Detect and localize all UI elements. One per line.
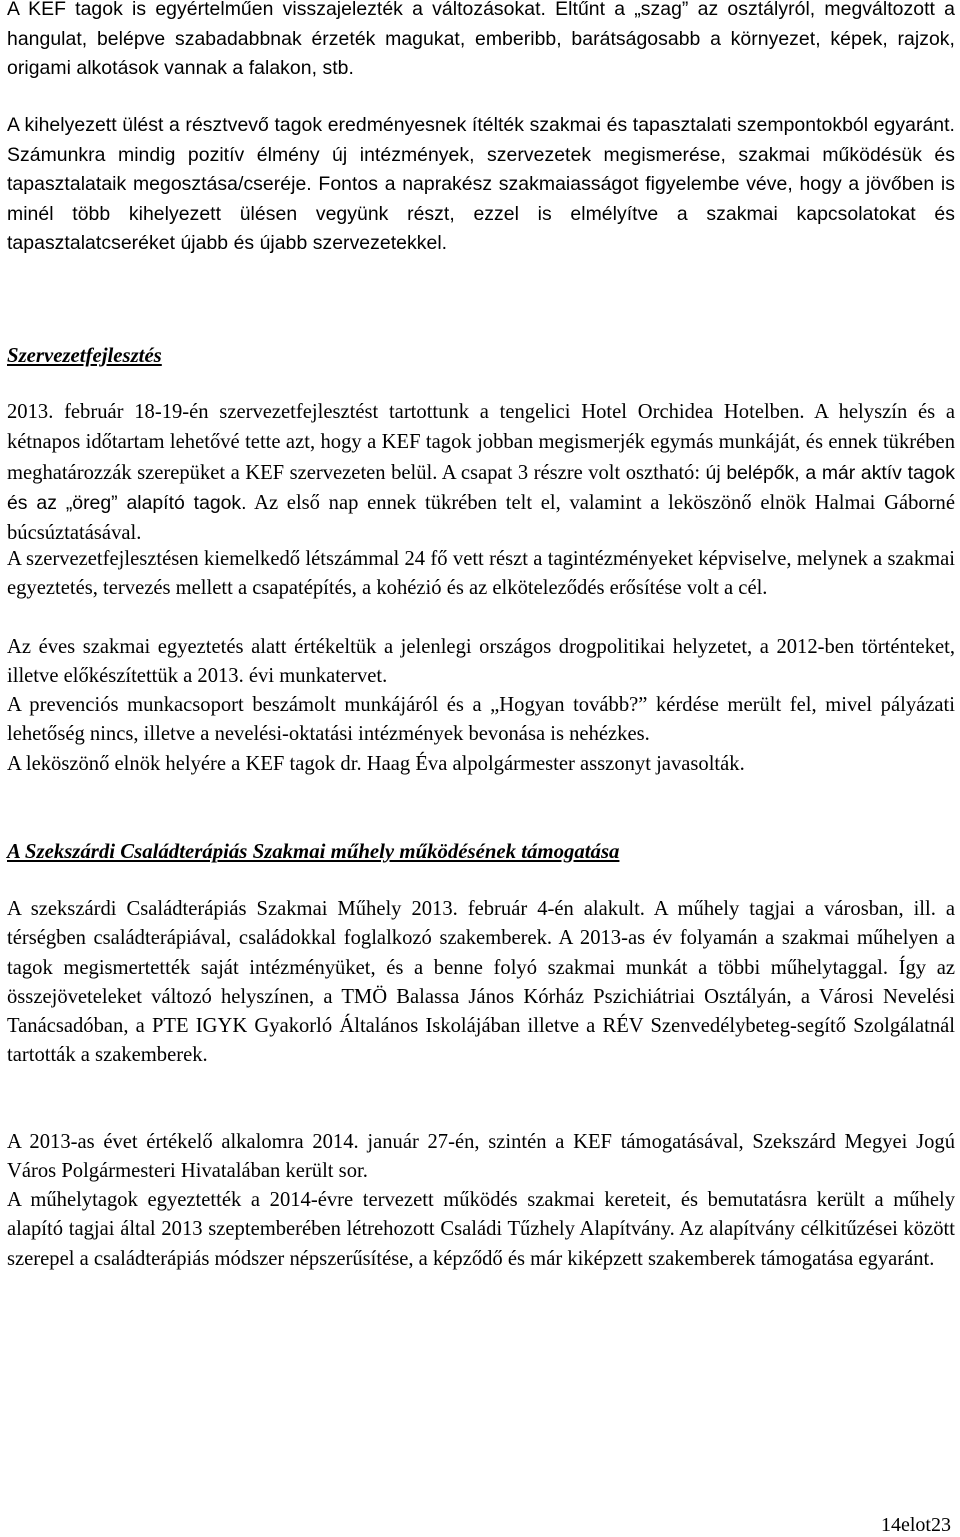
szervezetfejlesztes-paragraph-1 (7, 398, 955, 549)
szervezetfejlesztes-paragraph-5: A leköszönő elnök helyére a KEF tagok dr. Haag Éva alpolgármester asszonyt javasolták. (7, 753, 745, 775)
kef-paragraph-1: A KEF tagok is egyértelműen visszajelezték a változásokat. Eltűnt a „szag” az osztályról, megváltozott a hangulat, belépve szabadabbnak érzeték magukat, emberibb, barátságosabb a környezet, képek, rajzok, origami alkotások vannak a falakon, stb. (7, 0, 955, 80)
szervezetfejlesztes-paragraph-4: A prevenciós munkacsoport beszámolt munkájáról és a „Hogyan tovább?” kérdése merült fel, mivel pályázati lehetőség nincs, illetve a nevelési-oktatási intézmények bevonása is nehézkes. (7, 694, 955, 746)
szervezetfejlesztes-paragraph-1-tail: Az első nap ennek tükrében telt el, valamint a leköszönő elnök Halmai Gáborné búcsúztatásával. (7, 491, 955, 545)
szervezetfejlesztes-paragraph-3: Az éves szakmai egyeztetés alatt értékeltük a jelenlegi országos drogpolitikai helyzetet, a 2012-ben történteket, illetve előkészítettük a 2013. évi munkatervet. (7, 636, 955, 688)
kef-paragraph-2: A kihelyezett ülést a résztvevő tagok eredményesnek ítélték szakmai és tapasztalati szempontokból egyaránt. Számunkra mindig pozitív élmény új intézmények, szervezetek megismerése, szakmai működésük és tapasztalataik megosztása/cseréje. Fontos a naprakész szakmaiasságot figyelembe véve, hogy a jövőben is minél több kihelyezett ülésen vegyünk részt, ezzel is elmélyítve a szakmai kapcsolatokat és tapasztalatcseréket újabb és újabb szervezetekkel. (7, 114, 955, 255)
page-number: 14elot23 (881, 1514, 951, 1536)
section-heading-csaladterapia: A Szekszárdi Családterápiás Szakmai műhely működésének támogatása (7, 840, 620, 863)
section-heading-szervezetfejlesztes: Szervezetfejlesztés (7, 344, 162, 367)
csaladterapia-paragraph-1: A szekszárdi Családterápiás Szakmai Műhely 2013. február 4-én alakult. A műhely tagjai a városban, ill. a térségben családterápiával, családokkal foglalkozó szakemberek. A 2013-as év folyamán a szakmai műhelyen a tagok megismertették saját intézményüket, és a benne folyó szakmai munkát a többi műhelytaggal. Így az összejöveteleket változó helyszínen, a TMÖ Balassa János Kórház Pszichiátriai Osztályán, a Városi Nevelési Tanácsadóban, a PTE IGYK Gyakorló Általános Iskolájában illetve a RÉV Szenvedélybeteg-segítő Szolgálatnál tartották a szakemberek. (7, 898, 955, 1067)
szervezetfejlesztes-paragraph-1-groups: új belépők, a már aktív tagok és az „öreg” alapító tagok. (7, 461, 956, 514)
csaladterapia-paragraph-2: A 2013-as évet értékelő alkalomra 2014. január 27-én, szintén a KEF támogatásával, Szekszárd Megyei Jogú Város Polgármesteri Hivatalában került sor. (7, 1131, 955, 1183)
csaladterapia-paragraph-3: A műhelytagok egyeztették a 2014-évre tervezett működés szakmai kereteit, és bemutatásra került a műhely alapító tagjai által 2013 szeptemberében létrehozott Családi Tűzhely Alapítvány. Az alapítvány célkitűzései között szerepel a családterápiás módszer népszerűsítése, a képződő és már kiképzett szakemberek támogatása egyaránt. (7, 1189, 955, 1270)
szervezetfejlesztes-paragraph-1-lead: 2013. február 18-19-én szervezetfejlesztést tartottunk a tengelici Hotel Orchidea Hotelben. A helyszín és a kétnapos időtartam lehetővé tette azt, hogy a KEF tagok jobban megismerjék egymás munkáját, és ennek tükrében meghatározzák szerepüket a KEF szervezeten belül. A csapat 3 részre volt osztható: (7, 401, 955, 484)
szervezetfejlesztes-paragraph-2: A szervezetfejlesztésen kiemelkedő létszámmal 24 fő vett részt a tagintézményeket képviselve, melynek a szakmai egyeztetés, tervezés mellett a csapatépítés, a kohézió és az elköteleződés erősítése volt a cél. (7, 548, 955, 600)
